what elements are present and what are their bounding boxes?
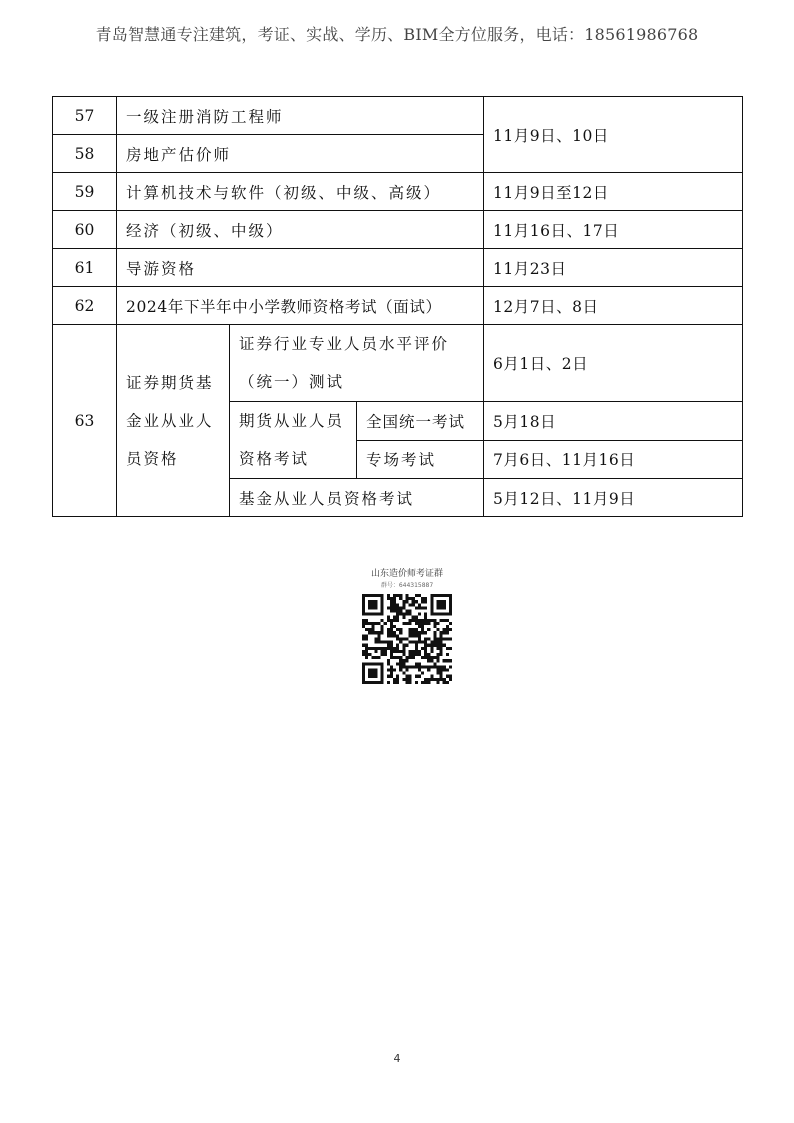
exam-date: 11月16日、17日 <box>484 211 743 249</box>
exam-date: 11月9日至12日 <box>484 173 743 211</box>
exam-name: 期货从业人员资格考试 <box>230 402 357 479</box>
exam-subtype: 专场考试 <box>357 440 484 479</box>
exam-name: 2024年下半年中小学教师资格考试（面试） <box>117 287 484 325</box>
table-row <box>53 97 743 135</box>
exam-subtype: 全国统一考试 <box>357 402 484 441</box>
table-row <box>53 325 743 402</box>
qr-code-image <box>362 594 452 684</box>
exam-date: 11月9日、10日 <box>484 97 743 173</box>
qr-title: 山东造价师考证群 <box>370 569 443 579</box>
row-number: 63 <box>53 325 117 517</box>
exam-date: 12月7日、8日 <box>484 287 743 325</box>
exam-date: 7月6日、11月16日 <box>484 440 743 479</box>
exam-date: 5月12日、11月9日 <box>484 479 743 517</box>
qr-code-card <box>358 562 456 684</box>
table-row <box>53 211 743 249</box>
page-number: 4 <box>393 1052 401 1065</box>
table-row <box>53 249 743 287</box>
exam-name: 基金从业人员资格考试 <box>230 479 484 517</box>
exam-name: 经济（初级、中级） <box>117 211 484 249</box>
row-number: 62 <box>53 287 117 325</box>
exam-name: 房地产估价师 <box>117 135 484 173</box>
exam-schedule-table <box>52 96 743 517</box>
row-number: 59 <box>53 173 117 211</box>
row-number: 60 <box>53 211 117 249</box>
exam-name: 导游资格 <box>117 249 484 287</box>
exam-date: 11月23日 <box>484 249 743 287</box>
exam-name: 证券行业专业人员水平评价（统一）测试 <box>230 325 484 402</box>
exam-group-name: 证券期货基金业从业人员资格 <box>117 325 230 517</box>
exam-name: 计算机技术与软件（初级、中级、高级） <box>117 173 484 211</box>
table-row <box>53 173 743 211</box>
exam-name: 一级注册消防工程师 <box>117 97 484 135</box>
page-header: 青岛智慧通专注建筑，考证、实战、学历、BIM全方位服务，电话：18561986768 <box>95 25 699 44</box>
exam-date: 5月18日 <box>484 402 743 441</box>
row-number: 61 <box>53 249 117 287</box>
qr-group-number: 群号：644315887 <box>380 582 434 589</box>
exam-date: 6月1日、2日 <box>484 325 743 402</box>
table-row <box>53 287 743 325</box>
row-number: 57 <box>53 97 117 135</box>
row-number: 58 <box>53 135 117 173</box>
